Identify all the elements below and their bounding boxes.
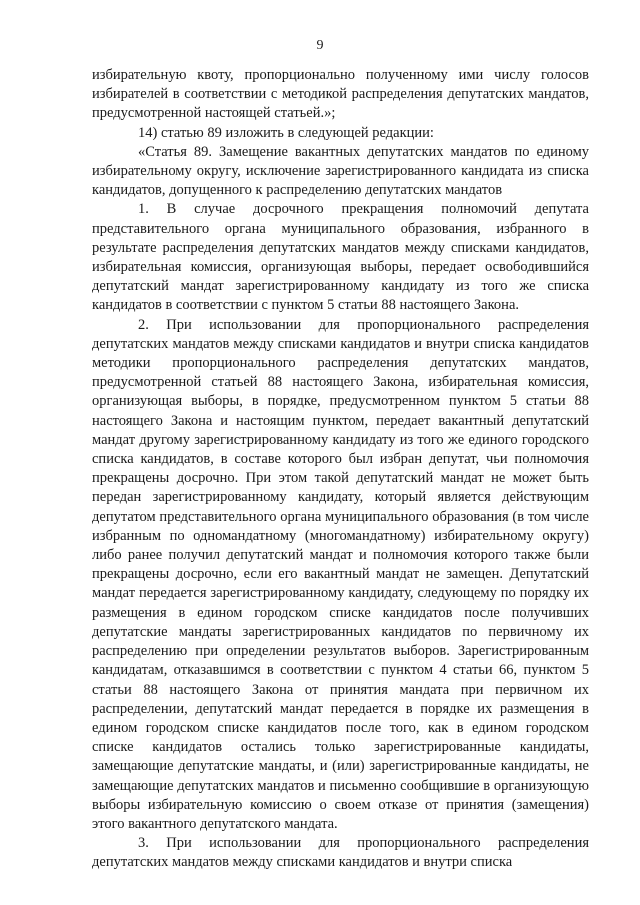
paragraph-continuation: избирательную квоту, пропорционально полученному ими числу голосов избирателей в соответствии с методикой распределения депутатских мандатов, предусмотренной настоящей статьей.»; bbox=[92, 67, 589, 122]
paragraph-amendment-14: 14) статью 89 изложить в следующей редакции: bbox=[138, 124, 434, 141]
article-89-heading: «Статья 89. Замещение вакантных депутатских мандатов по единому избирательному округу, исключение зарегистрированного кандидата из списка кандидатов, допущенного к распределению депутатских мандатов bbox=[92, 143, 589, 199]
document-body bbox=[92, 66, 589, 873]
page-number: 9 bbox=[316, 38, 324, 53]
paragraph-clause-1: 1. В случае досрочного прекращения полномочий депутата представительного органа муниципального образования, избранного в результате распределения депутатских мандатов между списками кандидатов, избирательная комиссия, организующая выборы, передает освободившийся депутатский мандат зарегистрированному кандидату из того же списка кандидатов в соответствии с пунктом 5 статьи 88 настоящего Закона. bbox=[92, 201, 589, 314]
paragraph-clause-3: 3. При использовании для пропорционального распределения депутатских мандатов между списками кандидатов и внутри списка bbox=[92, 835, 589, 871]
paragraph-clause-2: 2. При использовании для пропорционального распределения депутатских мандатов между списками кандидатов и внутри списка кандидатов методики пропорционального распределения депутатских мандатов, предусмотренной статьей 88 настоящего Закона, избирательная комиссия, организующая выборы, в порядке, предусмотренном пунктом 5 статьи 88 настоящего Закона и настоящим пунктом, передает вакантный депутатский мандат другому зарегистрированному кандидату из того же единого городского списка кандидатов, в составе которого был избран депутат, чьи полномочия прекращены досрочно. При этом такой депутатский мандат не может быть передан зарегистрированному кандидату, который является действующим депутатом представительного органа муниципального образования (в том числе избранным по одномандатному (многомандатному) избирательному округу) либо ранее получил депутатский мандат и полномочия которого также были прекращены досрочно, если его вакантный мандат не замещен. Депутатский мандат передается зарегистрированному кандидату, следующему по порядку их размещения в едином городском списке кандидатов после получивших депутатские мандаты зарегистрированных кандидатов по первичному их распределению при определении результатов выборов. Зарегистрированным кандидатам, отказавшимся в соответствии с пунктом 4 статьи 66, пунктом 5 статьи 88 настоящего Закона от принятия мандата при первичном их распределении, депутатский мандат передается в порядке их размещения в едином городском списке кандидатов после того, как в едином городском списке кандидатов остались только зарегистрированные кандидаты, замещающие депутатские мандаты, и (или) зарегистрированные кандидаты, не замещающие депутатских мандатов и письменно сообщившие в организующую выборы избирательную комиссию о своем отказе от принятия (замещения) этого вакантного депутатского мандата. bbox=[92, 316, 589, 832]
